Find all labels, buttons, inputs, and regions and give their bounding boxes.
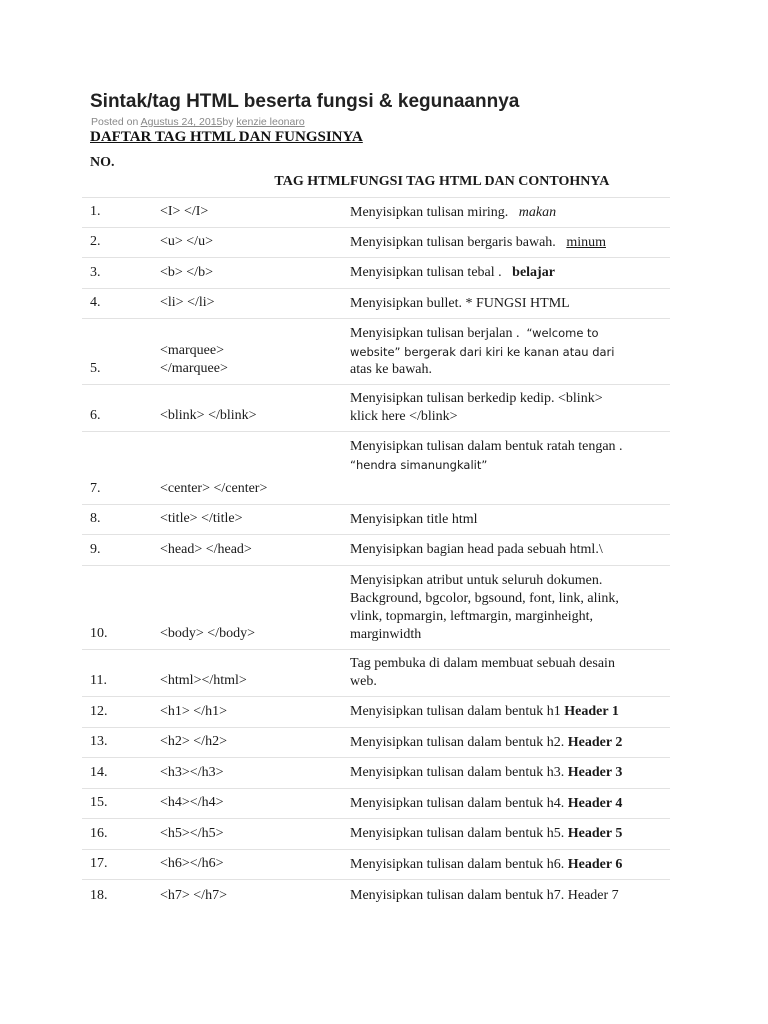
row-number: 13. — [90, 734, 108, 749]
table-row — [82, 758, 670, 789]
row-function — [350, 758, 670, 788]
function-text-line: vlink, topmargin, leftmargin, marginheight, — [350, 608, 594, 624]
row-tag: <b> </b> — [160, 265, 213, 280]
row-number: 15. — [90, 795, 108, 810]
marquee-open-tag: <marquee> — [160, 343, 224, 358]
bold-example: belajar — [512, 265, 555, 280]
function-text: Menyisipkan title html — [350, 511, 478, 527]
header-tag: TAG HTML — [274, 174, 350, 189]
row-tag: <body> </body> — [160, 626, 255, 641]
row-tag: <u> </u> — [160, 234, 213, 249]
table-row — [82, 566, 670, 650]
italic-example: makan — [518, 204, 557, 220]
function-text-line: marginwidth — [350, 626, 422, 642]
marquee-quote-end: atas ke bawah. — [350, 362, 433, 377]
function-text: Menyisipkan tulisan miring. — [350, 204, 509, 220]
table-row — [82, 850, 670, 880]
row-tag: <html></html> — [160, 673, 247, 688]
row-tag: <h3></h3> — [160, 765, 224, 780]
table-row — [82, 880, 670, 911]
row-tag: <blink> </blink> — [160, 408, 257, 423]
table-row — [82, 697, 670, 728]
row-number: 11. — [90, 673, 107, 688]
row-tag: <h6></h6> — [160, 856, 224, 871]
table-row — [82, 319, 670, 385]
table-row — [82, 650, 670, 697]
row-tag: <head> </head> — [160, 542, 252, 557]
table-row — [82, 432, 670, 505]
function-text: Menyisipkan tulisan dalam bentuk h7. Header 7 — [350, 887, 619, 903]
row-function — [350, 819, 670, 849]
function-text-line: Menyisipkan tulisan berkedip kedip. <blink> — [350, 391, 603, 406]
row-function — [350, 566, 670, 649]
row-function — [350, 228, 670, 257]
row-tag: <center> </center> — [160, 481, 268, 496]
header-no: NO. — [90, 155, 115, 170]
row-function — [350, 198, 670, 227]
row-function — [350, 697, 670, 727]
row-function — [350, 385, 670, 431]
row-number: 10. — [90, 626, 108, 641]
function-text: Menyisipkan tulisan dalam bentuk h6. — [350, 856, 565, 872]
row-function — [350, 319, 670, 384]
function-text: Menyisipkan tulisan dalam bentuk h3. — [350, 765, 565, 780]
function-text-line: Background, bgcolor, bgsound, font, link, alink, — [350, 590, 619, 606]
row-function — [350, 258, 670, 288]
post-meta — [91, 116, 305, 128]
function-text: Menyisipkan tulisan dalam bentuk h1 — [350, 704, 561, 719]
function-text-line: Menyisipkan tulisan dalam bentuk ratah tengan . — [350, 439, 623, 454]
function-text-line: Tag pembuka di dalam membuat sebuah desain — [350, 656, 615, 671]
row-function — [350, 505, 670, 534]
row-function — [350, 535, 670, 565]
row-tag: <h7> </h7> — [160, 888, 227, 903]
header-example: Header 2 — [567, 734, 623, 750]
row-number: 5. — [90, 361, 101, 376]
posted-on-label: Posted on — [91, 116, 139, 128]
row-number: 6. — [90, 408, 101, 423]
row-number: 7. — [90, 481, 101, 496]
marquee-close-tag: </marquee> — [160, 361, 228, 376]
row-number: 8. — [90, 511, 101, 526]
row-number: 16. — [90, 826, 108, 841]
header-example: Header 5 — [567, 826, 623, 841]
table-row — [82, 535, 670, 566]
row-tag — [160, 319, 350, 384]
header-example: Header 1 — [564, 704, 619, 719]
function-text: Menyisipkan tulisan dalam bentuk h4. — [350, 795, 565, 811]
row-function — [350, 789, 670, 818]
row-tag: <h5></h5> — [160, 826, 224, 841]
post-date-link[interactable]: Agustus 24, 2015 — [140, 116, 223, 128]
function-text-line: klick here </blink> — [350, 409, 458, 424]
table-row — [82, 728, 670, 758]
row-tag: <title> </title> — [160, 511, 243, 526]
table-header-row — [82, 148, 670, 198]
table-row — [82, 289, 670, 319]
function-text: Menyisipkan bullet. * FUNGSI HTML — [350, 295, 570, 311]
header-example: Header 6 — [567, 856, 623, 872]
row-number: 17. — [90, 856, 108, 871]
table-row — [82, 385, 670, 432]
function-text: Menyisipkan tulisan dalam bentuk h5. — [350, 826, 565, 841]
row-number: 1. — [90, 204, 101, 219]
row-number: 4. — [90, 295, 101, 310]
table-row — [82, 789, 670, 819]
tag-table — [82, 148, 670, 911]
row-number: 18. — [90, 888, 108, 903]
row-function — [350, 289, 670, 318]
function-text-line: web. — [350, 674, 377, 689]
author-link[interactable]: kenzie leonaro — [236, 116, 305, 128]
header-example: Header 3 — [567, 765, 623, 780]
header-function: FUNGSI TAG HTML DAN CONTOHNYA — [350, 174, 610, 189]
row-number: 3. — [90, 265, 101, 280]
row-tag: <h1> </h1> — [160, 704, 227, 719]
row-tag: <I> </I> — [160, 204, 209, 219]
center-example: “hendra simanungkalit” — [350, 458, 488, 472]
table-row — [82, 198, 670, 228]
row-tag: <h2> </h2> — [160, 734, 227, 749]
table-row — [82, 505, 670, 535]
row-number: 2. — [90, 234, 101, 249]
row-function — [350, 880, 670, 911]
header-example: Header 4 — [567, 795, 623, 811]
row-tag: <h4></h4> — [160, 795, 224, 810]
marquee-quote-middle: website” bergerak dari kiri ke kanan atau dari — [350, 345, 615, 359]
function-text: Menyisipkan tulisan tebal . — [350, 265, 502, 280]
document-heading: DAFTAR TAG HTML DAN FUNGSINYA — [90, 129, 363, 145]
row-tag: <li> </li> — [160, 295, 215, 310]
row-number: 12. — [90, 704, 108, 719]
row-number: 14. — [90, 765, 108, 780]
table-row — [82, 228, 670, 258]
row-number: 9. — [90, 542, 101, 557]
row-function — [350, 650, 670, 696]
function-text-line: Menyisipkan atribut untuk seluruh dokumen. — [350, 572, 603, 588]
function-text: Menyisipkan tulisan berjalan . — [350, 326, 520, 341]
underline-example: minum — [566, 234, 606, 250]
row-function — [350, 432, 670, 504]
function-text: Menyisipkan tulisan bergaris bawah. — [350, 234, 556, 250]
row-function — [350, 850, 670, 879]
by-label: by — [222, 116, 234, 128]
marquee-quote-start: “welcome to — [526, 326, 599, 340]
function-text: Menyisipkan tulisan dalam bentuk h2. — [350, 734, 565, 750]
function-text: Menyisipkan bagian head pada sebuah html.\ — [350, 542, 603, 557]
row-function — [350, 728, 670, 757]
table-row — [82, 258, 670, 289]
table-row — [82, 819, 670, 850]
page-title: Sintak/tag HTML beserta fungsi & kegunaannya — [90, 91, 520, 112]
